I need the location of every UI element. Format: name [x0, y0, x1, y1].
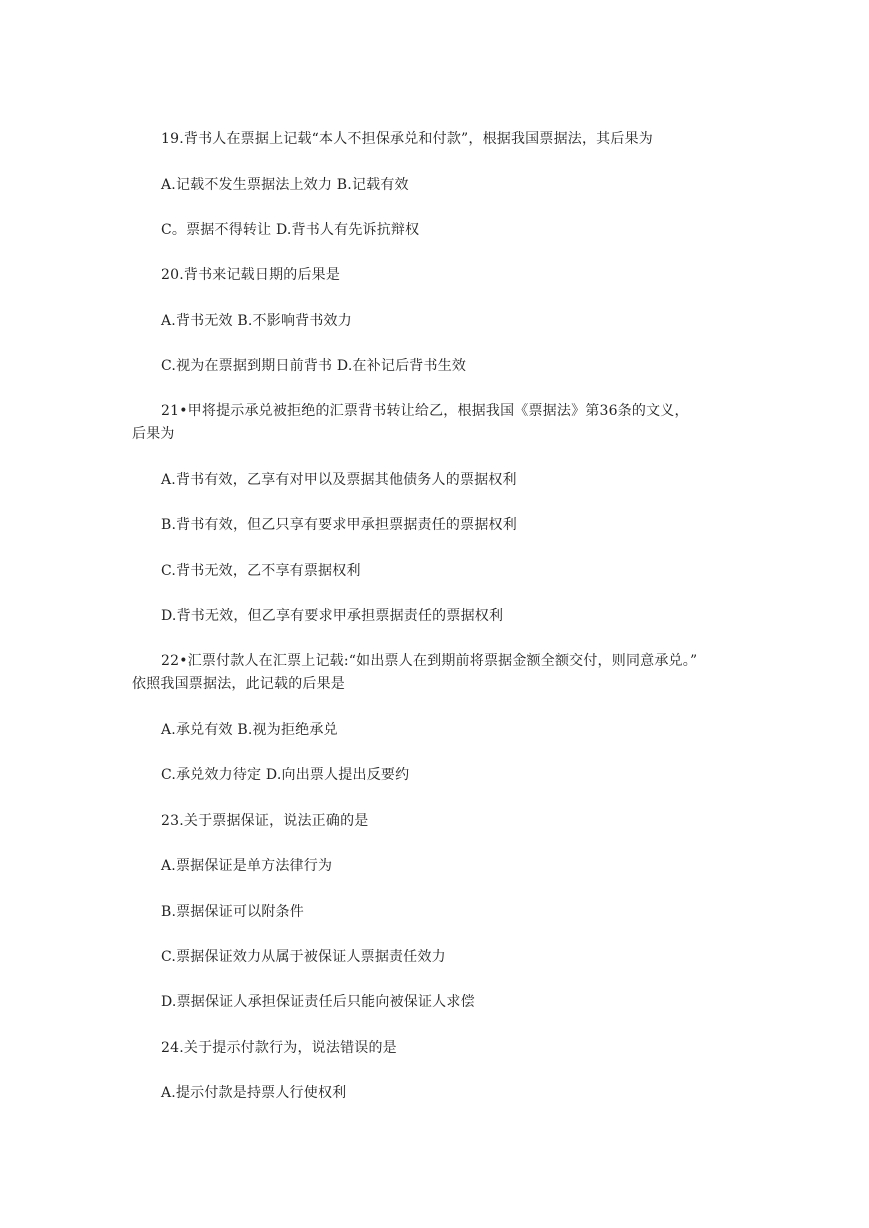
question-24-stem: 24.关于提示付款行为，说法错误的是: [161, 1040, 397, 1056]
question-20-stem: 20.背书来记载日期的后果是: [161, 267, 341, 283]
question-23-option-d: D.票据保证人承担保证责任后只能向被保证人求偿: [161, 994, 475, 1010]
question-19-option-ab: A.记载不发生票据法上效力 B.记载有效: [161, 177, 409, 193]
question-19-stem: 19.背书人在票据上记载“本人不担保承兑和付款”，根据我国票据法，其后果为: [161, 131, 653, 147]
question-21-stem-line1: 21•甲将提示承兑被拒绝的汇票背书转让给乙，根据我国《票据法》第36条的文义，: [161, 403, 689, 419]
question-23-stem: 23.关于票据保证，说法正确的是: [161, 813, 369, 829]
question-21-option-d: D.背书无效，但乙享有要求甲承担票据责任的票据权利: [161, 608, 504, 624]
question-21-option-c: C.背书无效，乙不享有票据权利: [161, 563, 361, 579]
question-23-option-a: A.票据保证是单方法律行为: [161, 858, 333, 874]
question-22-option-ab: A.承兑有效 B.视为拒绝承兑: [161, 722, 338, 738]
question-20-option-cd: C.视为在票据到期日前背书 D.在补记后背书生效: [161, 358, 467, 374]
question-20-option-ab: A.背书无效 B.不影响背书效力: [161, 313, 352, 329]
question-19-option-cd: C。票据不得转让 D.背书人有先诉抗辩权: [161, 222, 420, 238]
question-21-option-a: A.背书有效，乙享有对甲以及票据其他债务人的票据权利: [161, 472, 517, 488]
question-22-stem-line1: 22•汇票付款人在汇票上记载:“如出票人在到期前将票据金额全额交付，则同意承兑。”: [161, 653, 698, 669]
question-21-stem-line2: 后果为: [132, 426, 175, 442]
question-23-option-b: B.票据保证可以附条件: [161, 904, 304, 920]
question-21-option-b: B.背书有效，但乙只享有要求甲承担票据责任的票据权利: [161, 517, 517, 533]
question-22-option-cd: C.承兑效力待定 D.向出票人提出反要约: [161, 767, 410, 783]
question-23-option-c: C.票据保证效力从属于被保证人票据责任效力: [161, 949, 446, 965]
question-24-option-a: A.提示付款是持票人行使权利: [161, 1085, 347, 1101]
question-22-stem-line2: 依照我国票据法，此记载的后果是: [132, 676, 345, 692]
